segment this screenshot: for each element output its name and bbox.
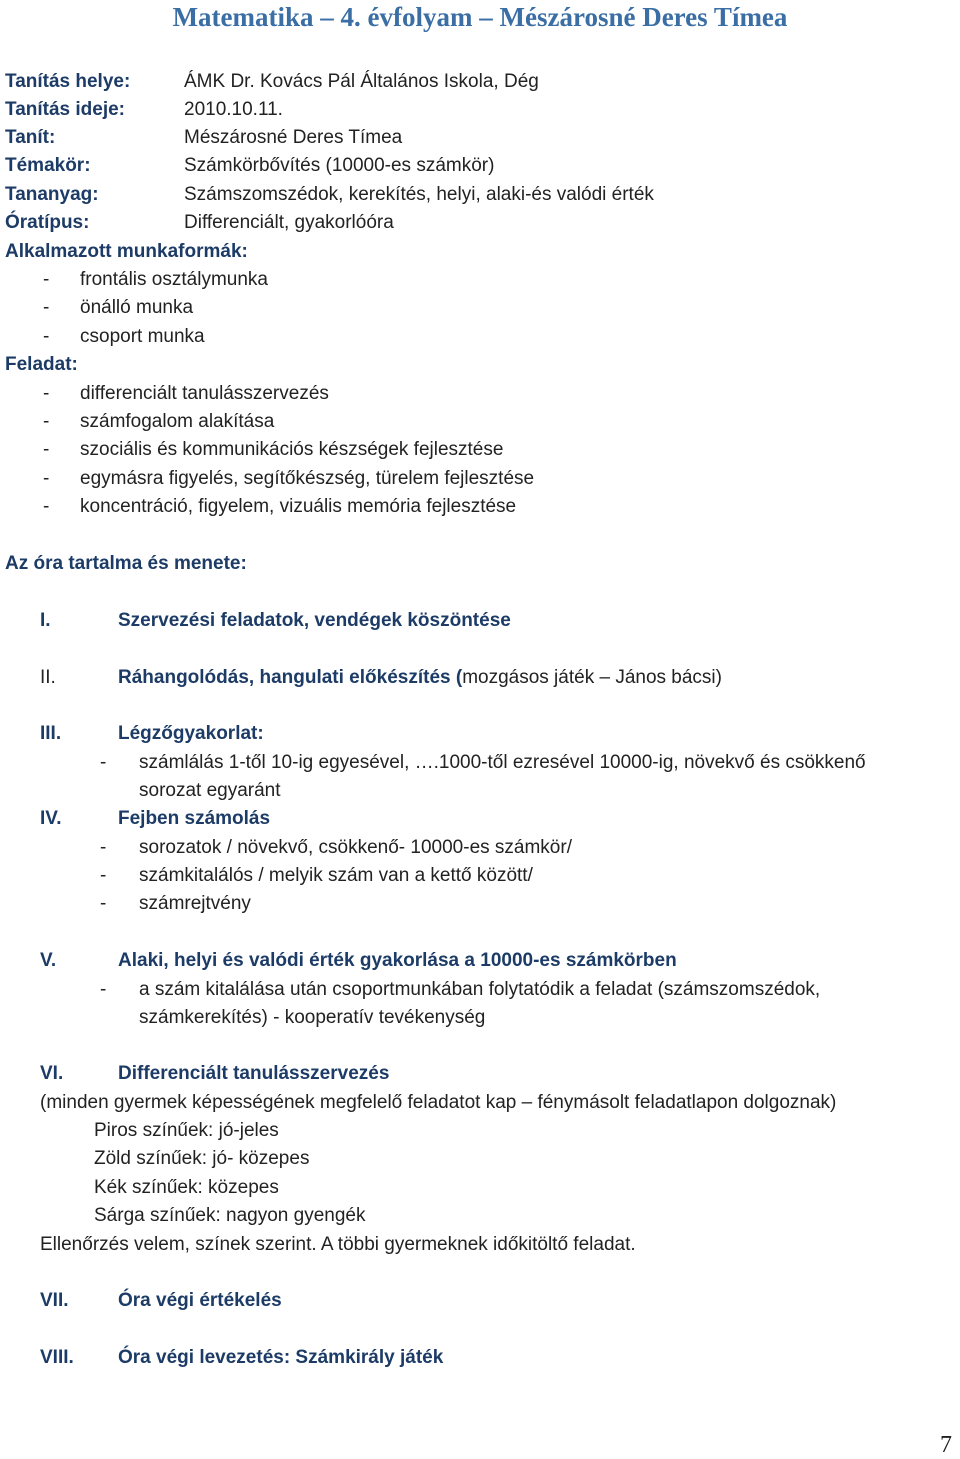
color-group-item: Sárga színűek: nagyon gyengék xyxy=(94,1205,366,1226)
info-label: Óratípus: xyxy=(5,212,90,233)
feladat-dash: - xyxy=(43,496,50,517)
section-title: Szervezési feladatok, vendégek köszöntése xyxy=(118,610,511,631)
section-item: sorozatok / növekvő, csökkenő- 10000-es számkör/ xyxy=(139,837,572,858)
feladat-item: differenciált tanulásszervezés xyxy=(80,383,329,404)
section-dash: - xyxy=(100,865,107,886)
section-number: III. xyxy=(40,723,62,744)
feladat-dash: - xyxy=(43,468,50,489)
menete-heading: Az óra tartalma és menete: xyxy=(5,553,247,574)
munkaforma-dash: - xyxy=(43,269,50,290)
section-title-row xyxy=(118,666,722,690)
munkaformak-heading: Alkalmazott munkaformák: xyxy=(5,241,248,262)
section-item: számrejtvény xyxy=(139,893,251,914)
feladat-dash: - xyxy=(43,411,50,432)
feladat-item: számfogalom alakítása xyxy=(80,411,275,432)
section-title: Fejben számolás xyxy=(118,808,271,829)
info-value: Mészárosné Deres Tímea xyxy=(184,127,403,148)
info-value: Számszomszédok, kerekítés, helyi, alaki-és valódi érték xyxy=(184,184,654,205)
feladat-heading: Feladat: xyxy=(5,354,78,375)
section-title: Ráhangolódás, hangulati előkészítés ( xyxy=(118,667,463,688)
section-number: II. xyxy=(40,667,56,688)
section-dash: - xyxy=(100,893,107,914)
feladat-item: szociális és kommunikációs készségek fejlesztése xyxy=(80,439,504,460)
section-item: számkitalálós / melyik szám van a kettő között/ xyxy=(139,865,533,886)
info-value: ÁMK Dr. Kovács Pál Általános Iskola, Dég xyxy=(184,71,539,92)
color-group-item: Kék színűek: közepes xyxy=(94,1177,279,1198)
section-title-extra: mozgásos játék – János bácsi) xyxy=(462,667,722,688)
section-check: Ellenőrzés velem, színek szerint. A többi gyermeknek időkitöltő feladat. xyxy=(40,1234,636,1255)
section-dash: - xyxy=(100,979,107,1000)
munkaforma-item: frontális osztálymunka xyxy=(80,269,268,290)
munkaforma-dash: - xyxy=(43,297,50,318)
feladat-dash: - xyxy=(43,439,50,460)
section-title: Differenciált tanulásszervezés xyxy=(118,1063,390,1084)
section-title: Óra végi levezetés: Számkirály játék xyxy=(118,1347,444,1368)
section-item: számlálás 1-től 10-ig egyesével, ….1000-től ezresével 10000-ig, növekvő és csökkenő xyxy=(139,752,866,773)
munkaforma-dash: - xyxy=(43,326,50,347)
section-number: IV. xyxy=(40,808,62,829)
section-number: VI. xyxy=(40,1063,64,1084)
info-value: Differenciált, gyakorlóóra xyxy=(184,212,394,233)
section-number: VII. xyxy=(40,1290,69,1311)
page-number: 7 xyxy=(940,1432,952,1458)
info-value: 2010.10.11. xyxy=(184,99,283,120)
section-item: sorozat egyaránt xyxy=(139,780,281,801)
feladat-dash: - xyxy=(43,383,50,404)
feladat-item: egymásra figyelés, segítőkészség, türelem fejlesztése xyxy=(80,468,535,489)
color-group-item: Piros színűek: jó-jeles xyxy=(94,1120,279,1141)
info-label: Témakör: xyxy=(5,155,91,176)
section-dash: - xyxy=(100,837,107,858)
section-title: Óra végi értékelés xyxy=(118,1290,282,1311)
section-dash: - xyxy=(100,752,107,773)
info-label: Tanítás helye: xyxy=(5,71,131,92)
color-group-item: Zöld színűek: jó- közepes xyxy=(94,1148,310,1169)
info-value: Számkörbővítés (10000-es számkör) xyxy=(184,155,495,176)
section-title: Légzőgyakorlat: xyxy=(118,723,264,744)
section-title: Alaki, helyi és valódi érték gyakorlása a 10000-es számkörben xyxy=(118,950,677,971)
munkaforma-item: csoport munka xyxy=(80,326,205,347)
info-label: Tanítás ideje: xyxy=(5,99,126,120)
section-note: (minden gyermek képességének megfelelő feladatot kap – fénymásolt feladatlapon dolgoznak) xyxy=(40,1092,837,1113)
munkaforma-item: önálló munka xyxy=(80,297,194,318)
section-item: a szám kitalálása után csoportmunkában folytatódik a feladat (számszomszédok, xyxy=(139,979,821,1000)
document-title: Matematika – 4. évfolyam – Mészárosné Deres Tímea xyxy=(172,2,788,32)
section-number: V. xyxy=(40,950,57,971)
feladat-item: koncentráció, figyelem, vizuális memória fejlesztése xyxy=(80,496,517,517)
section-number: VIII. xyxy=(40,1347,74,1368)
info-label: Tananyag: xyxy=(5,184,99,205)
section-item: számkerekítés) - kooperatív tevékenység xyxy=(139,1007,486,1028)
section-number: I. xyxy=(40,610,51,631)
info-label: Tanít: xyxy=(5,127,56,148)
